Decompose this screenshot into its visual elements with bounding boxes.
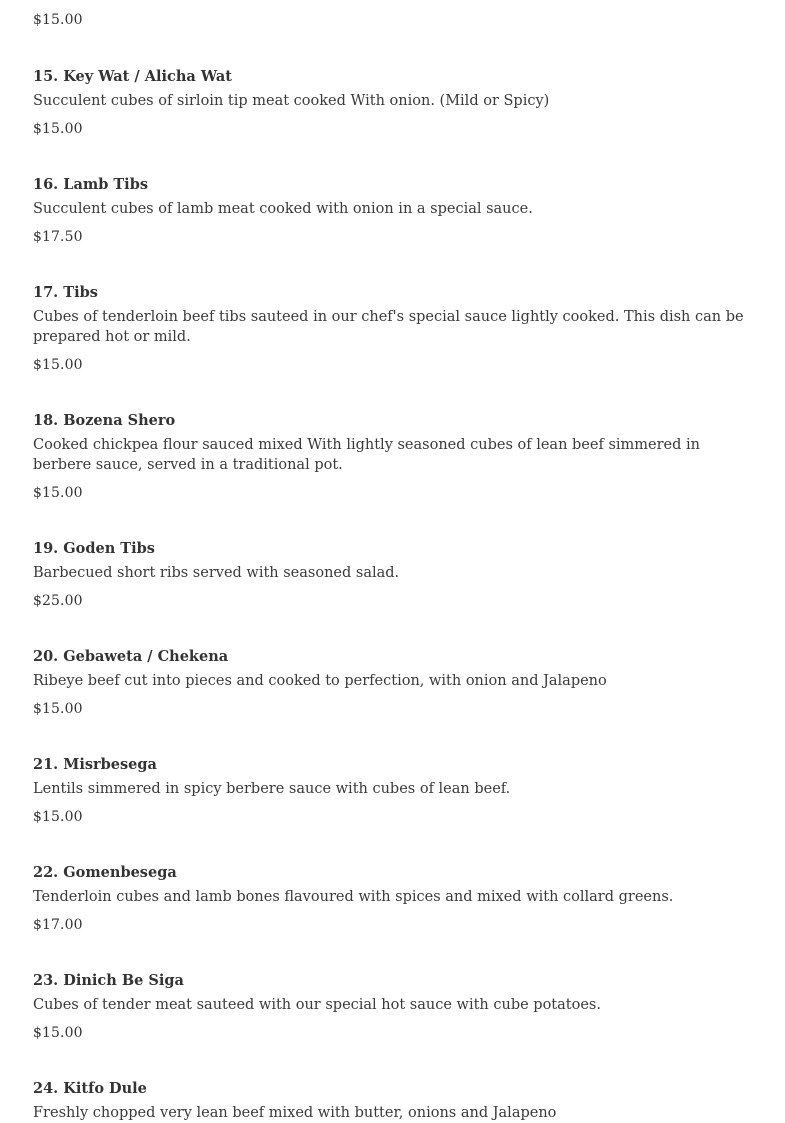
item-price: $15.00 bbox=[33, 1025, 83, 1041]
item-price: $17.00 bbox=[33, 917, 83, 933]
item-title: 22. Gomenbesega bbox=[33, 864, 177, 881]
item-title: 24. Kitfo Dule bbox=[33, 1080, 147, 1097]
item-title: 23. Dinich Be Siga bbox=[33, 972, 184, 989]
item-title: 18. Bozena Shero bbox=[33, 412, 176, 429]
item-price: $17.50 bbox=[33, 229, 83, 245]
item-price: $15.00 bbox=[33, 121, 83, 137]
item-description: Ribeye beef cut into pieces and cooked to perfection, with onion and Jalapeno bbox=[33, 673, 607, 689]
menu-item bbox=[33, 971, 748, 1043]
menu-item bbox=[33, 1079, 748, 1123]
item-price: $15.00 bbox=[33, 485, 83, 501]
item-description: Cooked chickpea flour sauced mixed With lightly seasoned cubes of lean beef simmered in berbere sauce, served in a traditional pot. bbox=[33, 437, 700, 473]
menu-item bbox=[33, 863, 748, 935]
item-title: 16. Lamb Tibs bbox=[33, 176, 148, 193]
item-title: 20. Gebaweta / Chekena bbox=[33, 648, 229, 665]
menu-item bbox=[33, 755, 748, 827]
item-price: $15.00 bbox=[33, 809, 83, 825]
item-description: Barbecued short ribs served with seasoned salad. bbox=[33, 565, 400, 581]
item-title: 15. Key Wat / Alicha Wat bbox=[33, 68, 232, 85]
item-description: Freshly chopped very lean beef mixed with butter, onions and Jalapeno bbox=[33, 1105, 557, 1121]
item-description: Lentils simmered in spicy berbere sauce with cubes of lean beef. bbox=[33, 781, 511, 797]
item-description: Cubes of tender meat sauteed with our special hot sauce with cube potatoes. bbox=[33, 997, 601, 1013]
item-description: Cubes of tenderloin beef tibs sauteed in our chef's special sauce lightly cooked. This dish can be prepared hot or mild. bbox=[33, 309, 744, 345]
menu-item bbox=[33, 411, 748, 503]
item-description: Succulent cubes of lamb meat cooked with onion in a special sauce. bbox=[33, 201, 533, 217]
item-title: 19. Goden Tibs bbox=[33, 540, 155, 557]
menu-item bbox=[33, 539, 748, 611]
previous-item-partial bbox=[33, 10, 83, 30]
menu-item bbox=[33, 283, 748, 375]
menu-item bbox=[33, 175, 748, 247]
item-title: 21. Misrbesega bbox=[33, 756, 157, 773]
item-title: 17. Tibs bbox=[33, 284, 98, 301]
menu-item bbox=[33, 67, 748, 139]
item-price: $15.00 bbox=[33, 12, 83, 28]
item-price: $15.00 bbox=[33, 701, 83, 717]
item-price: $15.00 bbox=[33, 357, 83, 373]
item-price: $25.00 bbox=[33, 593, 83, 609]
item-description: Tenderloin cubes and lamb bones flavoured with spices and mixed with collard greens. bbox=[33, 889, 674, 905]
menu-item bbox=[33, 647, 748, 719]
item-description: Succulent cubes of sirloin tip meat cooked With onion. (Mild or Spicy) bbox=[33, 93, 550, 109]
